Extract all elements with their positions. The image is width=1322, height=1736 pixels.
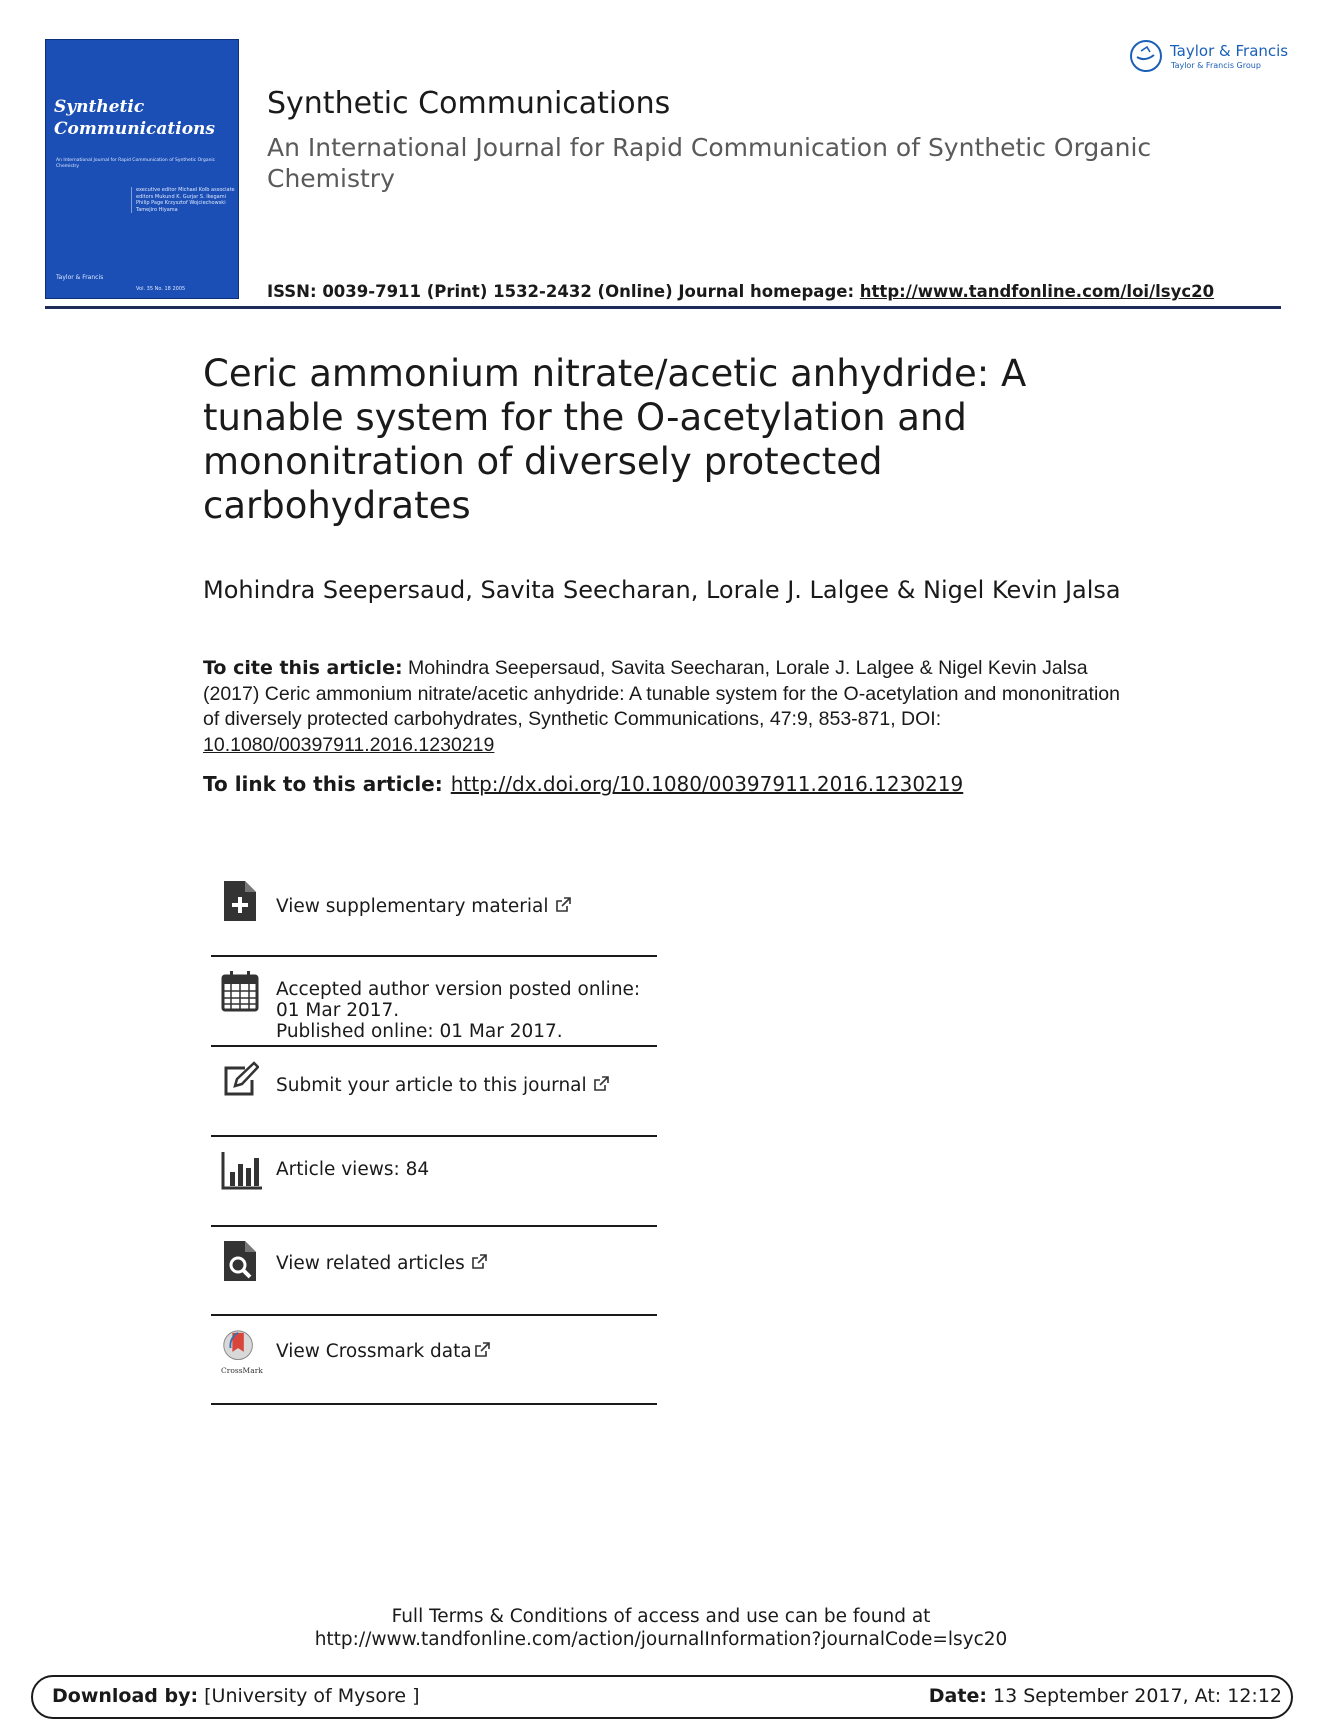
- article-title: Ceric ammonium nitrate/acetic anhydride: A tunable system for the O-acetylation and mononitration of diversely protected carbohydrates: [203, 352, 1027, 527]
- supplementary-link[interactable]: View supplementary material: [276, 896, 549, 917]
- download-value: [University of Mysore ]: [198, 1685, 420, 1707]
- issn-line: [267, 282, 1214, 301]
- calendar-icon: [221, 970, 259, 1012]
- date-label: Date:: [928, 1685, 987, 1707]
- info-divider: [211, 1403, 657, 1405]
- article-link-line: [203, 772, 963, 796]
- crossmark-row[interactable]: [211, 1327, 657, 1383]
- published-online-text: Published online: 01 Mar 2017.: [276, 1021, 563, 1042]
- article-doi-link[interactable]: http://dx.doi.org/10.1080/00397911.2016.1230219: [450, 772, 964, 796]
- external-link-icon: [474, 1342, 490, 1358]
- submit-row[interactable]: [211, 1058, 657, 1114]
- download-by: [52, 1685, 419, 1707]
- article-views: Article views: 84: [276, 1159, 430, 1180]
- posted-online-row: [211, 968, 657, 1048]
- terms-url[interactable]: http://www.tandfonline.com/action/journalInformation?journalCode=lsyc20: [314, 1629, 1008, 1650]
- related-row[interactable]: [211, 1238, 657, 1294]
- download-label: Download by:: [52, 1685, 199, 1707]
- external-link-icon: [555, 897, 571, 913]
- journal-subtitle: An International Journal for Rapid Communication of Synthetic Organic Chemistry: [267, 133, 1152, 193]
- cite-label: To cite this article:: [203, 657, 403, 679]
- taylor-francis-logo-icon: [1130, 40, 1162, 72]
- cite-text: Mohindra Seepersaud, Savita Seecharan, Lorale J. Lalgee & Nigel Kevin Jalsa (2017) Ceric ammonium nitrate/acetic anhydride: A tunable system for the O-acetylation and mononitration of diversely protected carbohydrates, Synthetic Communications, 47:9, 853-871, DOI:: [203, 657, 1120, 730]
- date-value: 13 September 2017, At: 12:12: [986, 1685, 1282, 1707]
- search-file-icon: [221, 1240, 259, 1282]
- accepted-online-text: Accepted author version posted online: 01 Mar 2017.: [276, 979, 641, 1021]
- download-date: [929, 1685, 1282, 1707]
- link-label: To link to this article:: [203, 772, 443, 796]
- header-divider: [45, 306, 1281, 309]
- info-divider: [211, 1045, 657, 1047]
- info-divider: [211, 1135, 657, 1137]
- cite-doi-link[interactable]: 10.1080/00397911.2016.1230219: [203, 733, 495, 756]
- journal-homepage-link[interactable]: http://www.tandfonline.com/loi/lsyc20: [859, 282, 1215, 301]
- info-divider: [211, 955, 657, 957]
- terms-notice: [0, 1605, 1322, 1651]
- cover-publisher: Taylor & Francis: [56, 274, 104, 281]
- cover-volume: Vol. 35 No. 18 2005: [136, 286, 186, 292]
- crossmark-logo-label: CrossMark: [221, 1366, 263, 1375]
- views-row: [211, 1148, 657, 1204]
- crossmark-icon: [218, 1329, 262, 1371]
- journal-title: Synthetic Communications: [267, 86, 671, 121]
- external-link-icon: [593, 1076, 609, 1092]
- related-articles-link[interactable]: View related articles: [276, 1253, 465, 1274]
- journal-cover: [45, 39, 239, 299]
- publisher-group: Taylor & Francis Group: [1171, 61, 1261, 70]
- publisher-logo: [1130, 40, 1290, 76]
- cover-title: Synthetic Communications: [54, 97, 215, 139]
- external-link-icon: [471, 1254, 487, 1270]
- crossmark-link[interactable]: View Crossmark data: [276, 1341, 472, 1362]
- edit-icon: [221, 1060, 259, 1102]
- submit-article-link[interactable]: Submit your article to this journal: [276, 1075, 587, 1096]
- bar-chart-icon: [221, 1150, 263, 1192]
- terms-text: Full Terms & Conditions of access and use can be found at: [391, 1606, 931, 1627]
- plus-file-icon: [221, 880, 259, 922]
- info-divider: [211, 1314, 657, 1316]
- cover-editors: executive editor Michael Kolb associate editors Mukund K. Gurjar S. Ikegami Philip Page Krzysztof Wojciechowski Tamejiro Hiyama: [131, 187, 236, 213]
- info-divider: [211, 1225, 657, 1227]
- citation-block: [203, 656, 1133, 758]
- cover-subtitle: An International Journal for Rapid Communication of Synthetic Organic Chemistry: [56, 158, 216, 169]
- supplementary-row[interactable]: [211, 878, 657, 934]
- issn-text: ISSN: 0039-7911 (Print) 1532-2432 (Online) Journal homepage:: [267, 282, 860, 301]
- article-authors: Mohindra Seepersaud, Savita Seecharan, Lorale J. Lalgee & Nigel Kevin Jalsa: [203, 576, 1121, 604]
- publisher-name: Taylor & Francis: [1170, 42, 1289, 60]
